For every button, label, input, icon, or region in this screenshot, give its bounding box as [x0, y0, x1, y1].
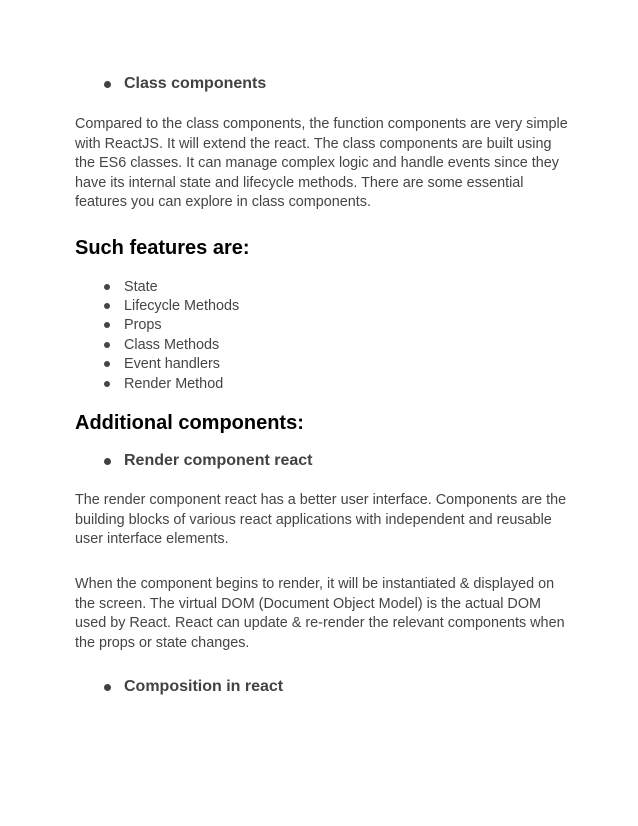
feature-item-state: State [124, 278, 158, 295]
composition-heading-text: Composition in react [124, 678, 284, 695]
composition-heading [104, 678, 283, 696]
list-item [104, 316, 239, 335]
feature-item-lifecycle-methods: Lifecycle Methods [124, 298, 240, 315]
feature-item-event-handlers: Event handlers [124, 356, 220, 373]
bullet-dot [104, 303, 110, 309]
class-components-heading-text: Class components [124, 75, 267, 92]
bullet-dot [104, 81, 111, 88]
list-item [104, 335, 239, 354]
features-list [104, 277, 239, 393]
bullet-dot [104, 342, 110, 348]
list-item [104, 374, 239, 393]
additional-components-title: Additional components: [75, 412, 304, 434]
bullet-dot [104, 458, 111, 465]
list-item [104, 355, 239, 374]
bullet-dot [104, 361, 110, 367]
class-components-heading [104, 75, 266, 93]
feature-item-props: Props [124, 317, 162, 334]
list-item [104, 296, 239, 315]
bullet-dot [104, 381, 110, 387]
bullet-dot [104, 684, 111, 691]
class-components-paragraph: Compared to the class components, the function components are very simple with ReactJS. It will extend the react. The class components are built using the ES6 classes. It can manage complex logic and handle events since they have its internal state and lifecycle methods. There are some essential features you can explore in class components. [75, 116, 568, 210]
feature-item-render-method: Render Method [124, 375, 224, 392]
feature-item-class-methods: Class Methods [124, 336, 220, 353]
bullet-dot [104, 322, 110, 328]
render-component-heading [104, 452, 312, 470]
list-item [104, 277, 239, 296]
features-title: Such features are: [75, 237, 250, 259]
render-lifecycle-paragraph: When the component begins to render, it will be instantiated & displayed on the screen. The virtual DOM (Document Object Model) is the actual DOM used by React. React can update & re-render the relevant components when the props or state changes. [75, 576, 565, 651]
render-component-paragraph: The render component react has a better user interface. Components are the building blocks of various react applications with independent and reusable user interface elements. [75, 492, 567, 547]
render-component-heading-text: Render component react [124, 452, 313, 469]
bullet-dot [104, 284, 110, 290]
